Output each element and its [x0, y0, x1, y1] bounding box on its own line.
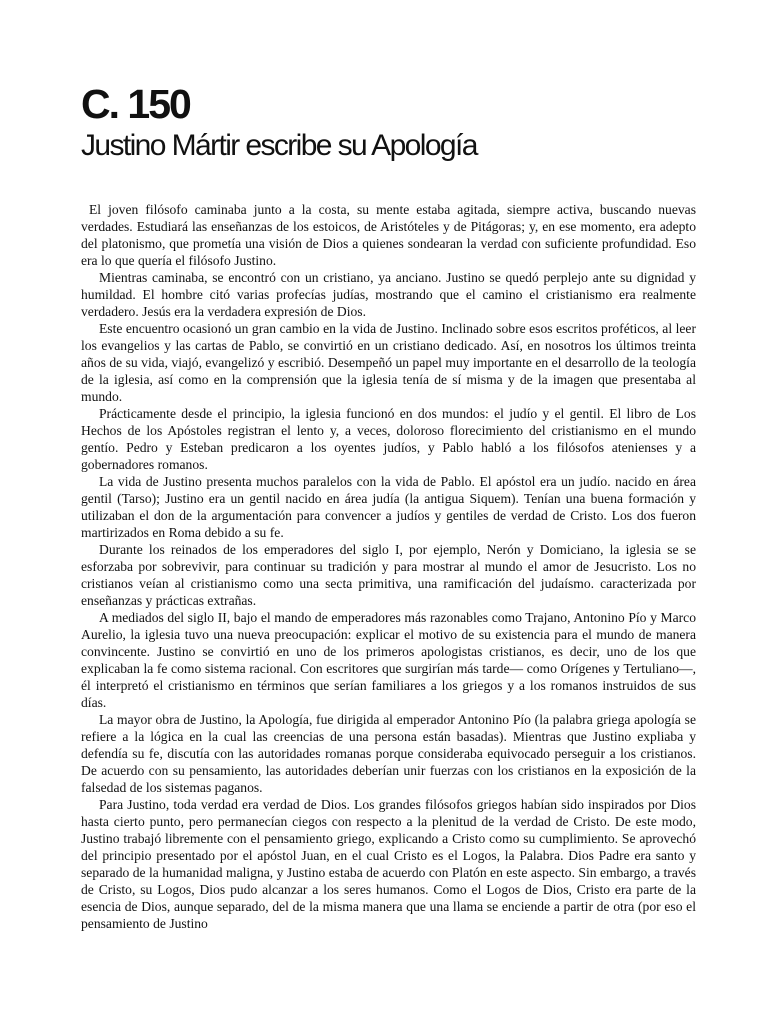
paragraph: Este encuentro ocasionó un gran cambio en la vida de Justino. Inclinado sobre esos escritos proféticos, al leer los evangelios y las cartas de Pablo, se convirtió en un cristiano dedicado. Así, en nosotros los últimos treinta años de su vida, viajó, evangelizó y escribió. Desempeñó un papel muy importante en el desarrollo de la teología de la iglesia, así como en la comprensión que la iglesia tenía de sí misma y de la imagen que presentaba al mundo. [81, 321, 696, 404]
paragraph: Mientras caminaba, se encontró con un cristiano, ya anciano. Justino se quedó perplejo ante su dignidad y humildad. El hombre citó varias profecías judías, mostrando que el camino el cristianismo era realmente verdadero. Jesús era la verdadera expresión de Dios. [81, 270, 696, 319]
paragraph: La mayor obra de Justino, la Apología, fue dirigida al emperador Antonino Pío (la palabra griega apología se refiere a la lógica en la cual las creencias de una persona están basadas). Mientras que Justino expliaba y defendía su fe, discutía con las autoridades romanas porque consideraba equivocado perseguir a los cristianos. De acuerdo con su pensamiento, las autoridades deberían unir fuerzas con los cristianos en la exposición de la falsedad de los sistemas paganos. [81, 712, 696, 795]
paragraph: A mediados del siglo II, bajo el mando de emperadores más razonables como Trajano, Antonino Pío y Marco Aurelio, la iglesia tuvo una nueva preocupación: explicar el motivo de su existencia para el mundo de manera convincente. Justino se convirtió en uno de los primeros apologistas cristianos, es decir, uno de los que explicaban la fe como sistema racional. Con escritores que surgirían más tarde— como Orígenes y Tertuliano—, él interpretó el cristianismo en términos que serían familiares a los griegos y a los romanos instruidos de sus días. [81, 610, 696, 710]
paragraph: Prácticamente desde el principio, la iglesia funcionó en dos mundos: el judío y el gentil. El libro de Los Hechos de los Apóstoles registran el lento y, a veces, doloroso florecimiento del cristianismo en el mundo gentío. Pedro y Esteban predicaron a los oyentes judíos, y Pablo habló a los filósofos atenienses y a gobernadores romanos. [81, 406, 696, 472]
paragraph: Durante los reinados de los emperadores del siglo I, por ejemplo, Nerón y Domiciano, la iglesia se se esforzaba por sobrevivir, para continuar su tradición y para mostrar al mundo el amor de Jesucristo. Los no cristianos veían al cristianismo como una secta primitiva, una ramificación del judaísmo. caracterizada por enseñanzas y prácticas extrañas. [81, 542, 696, 608]
chapter-year: C. 150 [81, 81, 190, 127]
body-text [81, 201, 696, 932]
chapter-title: Justino Mártir escribe su Apología [81, 129, 477, 162]
paragraph: El joven filósofo caminaba junto a la costa, su mente estaba agitada, siempre activa, buscando nuevas verdades. Estudiará las enseñanzas de los estoicos, de Aristóteles y de Pitágoras; y, en ese momento, era adepto del platonismo, que prometía una visión de Dios a quienes sondearan la verdad con suficiente profundidad. Eso era lo que quería el filósofo Justino. [81, 202, 696, 268]
paragraph: Para Justino, toda verdad era verdad de Dios. Los grandes filósofos griegos habían sido inspirados por Dios hasta cierto punto, pero permanecían ciegos con respecto a la plenitud de la verdad de Cristo. De este modo, Justino trabajó libremente con el pensamiento griego, explicando a Cristo como su cumplimiento. Se aprovechó del principio presentado por el apóstol Juan, en el cual Cristo es el Logos, la Palabra. Dios Padre era santo y separado de la humanidad maligna, y Justino estaba de acuerdo con Platón en este aspecto. Sin embargo, a través de Cristo, su Logos, Dios pudo alcanzar a los seres humanos. Como el Logos de Dios, Cristo era parte de la esencia de Dios, aunque separado, del de la misma manera que una llama se enciende a partir de otra (por eso el pensamiento de Justino [81, 797, 696, 931]
paragraph: La vida de Justino presenta muchos paralelos con la vida de Pablo. El apóstol era un judío. nacido en área gentil (Tarso); Justino era un gentil nacido en área judía (la antigua Siquem). Tenían una buena formación y utilizaban el don de la argumentación para convencer a judíos y gentiles de verdad de Cristo. Los dos fueron martirizados en Roma debido a su fe. [81, 474, 696, 540]
